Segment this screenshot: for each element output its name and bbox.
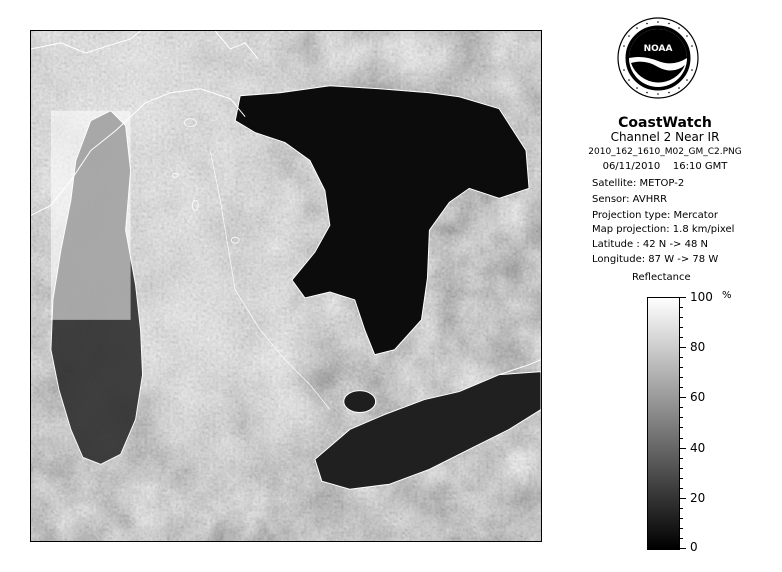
colorbar-tick [680, 498, 686, 499]
reflectance-colorbar [647, 297, 680, 550]
colorbar-tick [680, 448, 686, 449]
satellite-label: Satellite: METOP-2 [592, 178, 685, 189]
noaa-logo-text: NOAA [643, 44, 673, 54]
latitude-label: Latitude : 42 N -> 48 N [592, 239, 708, 250]
colorbar-tick-label: 0 [690, 540, 698, 554]
longitude-label: Longitude: 87 W -> 78 W [592, 254, 719, 265]
colorbar-tick [680, 347, 686, 348]
colorbar-tick-label: 100 [690, 290, 713, 304]
lake-st-clair [344, 391, 376, 413]
colorbar-tick [680, 297, 686, 298]
product-title: CoastWatch [618, 115, 712, 131]
colorbar-title: Reflectance [632, 272, 691, 283]
filename-label: 2010_162_1610_M02_GM_C2.PNG [588, 147, 742, 157]
map-projection-label: Map projection: 1.8 km/pixel [592, 224, 735, 235]
colorbar-tick-label: 40 [690, 441, 706, 455]
colorbar-tick [680, 548, 686, 549]
projection-type-label: Projection type: Mercator [592, 210, 718, 221]
satellite-map [30, 30, 542, 542]
lake-michigan-clouds [51, 111, 131, 320]
colorbar-tick [680, 397, 686, 398]
colorbar-unit: % [722, 290, 732, 301]
channel-label: Channel 2 Near IR [610, 130, 720, 144]
colorbar-tick-label: 20 [690, 491, 706, 505]
noaa-logo-icon [617, 17, 699, 99]
colorbar-tick-label: 80 [690, 340, 706, 354]
colorbar-tick-label: 60 [690, 390, 706, 404]
sensor-label: Sensor: AVHRR [592, 194, 668, 205]
colorbar-axis [680, 290, 740, 554]
datetime-label: 06/11/2010 16:10 GMT [602, 161, 728, 172]
